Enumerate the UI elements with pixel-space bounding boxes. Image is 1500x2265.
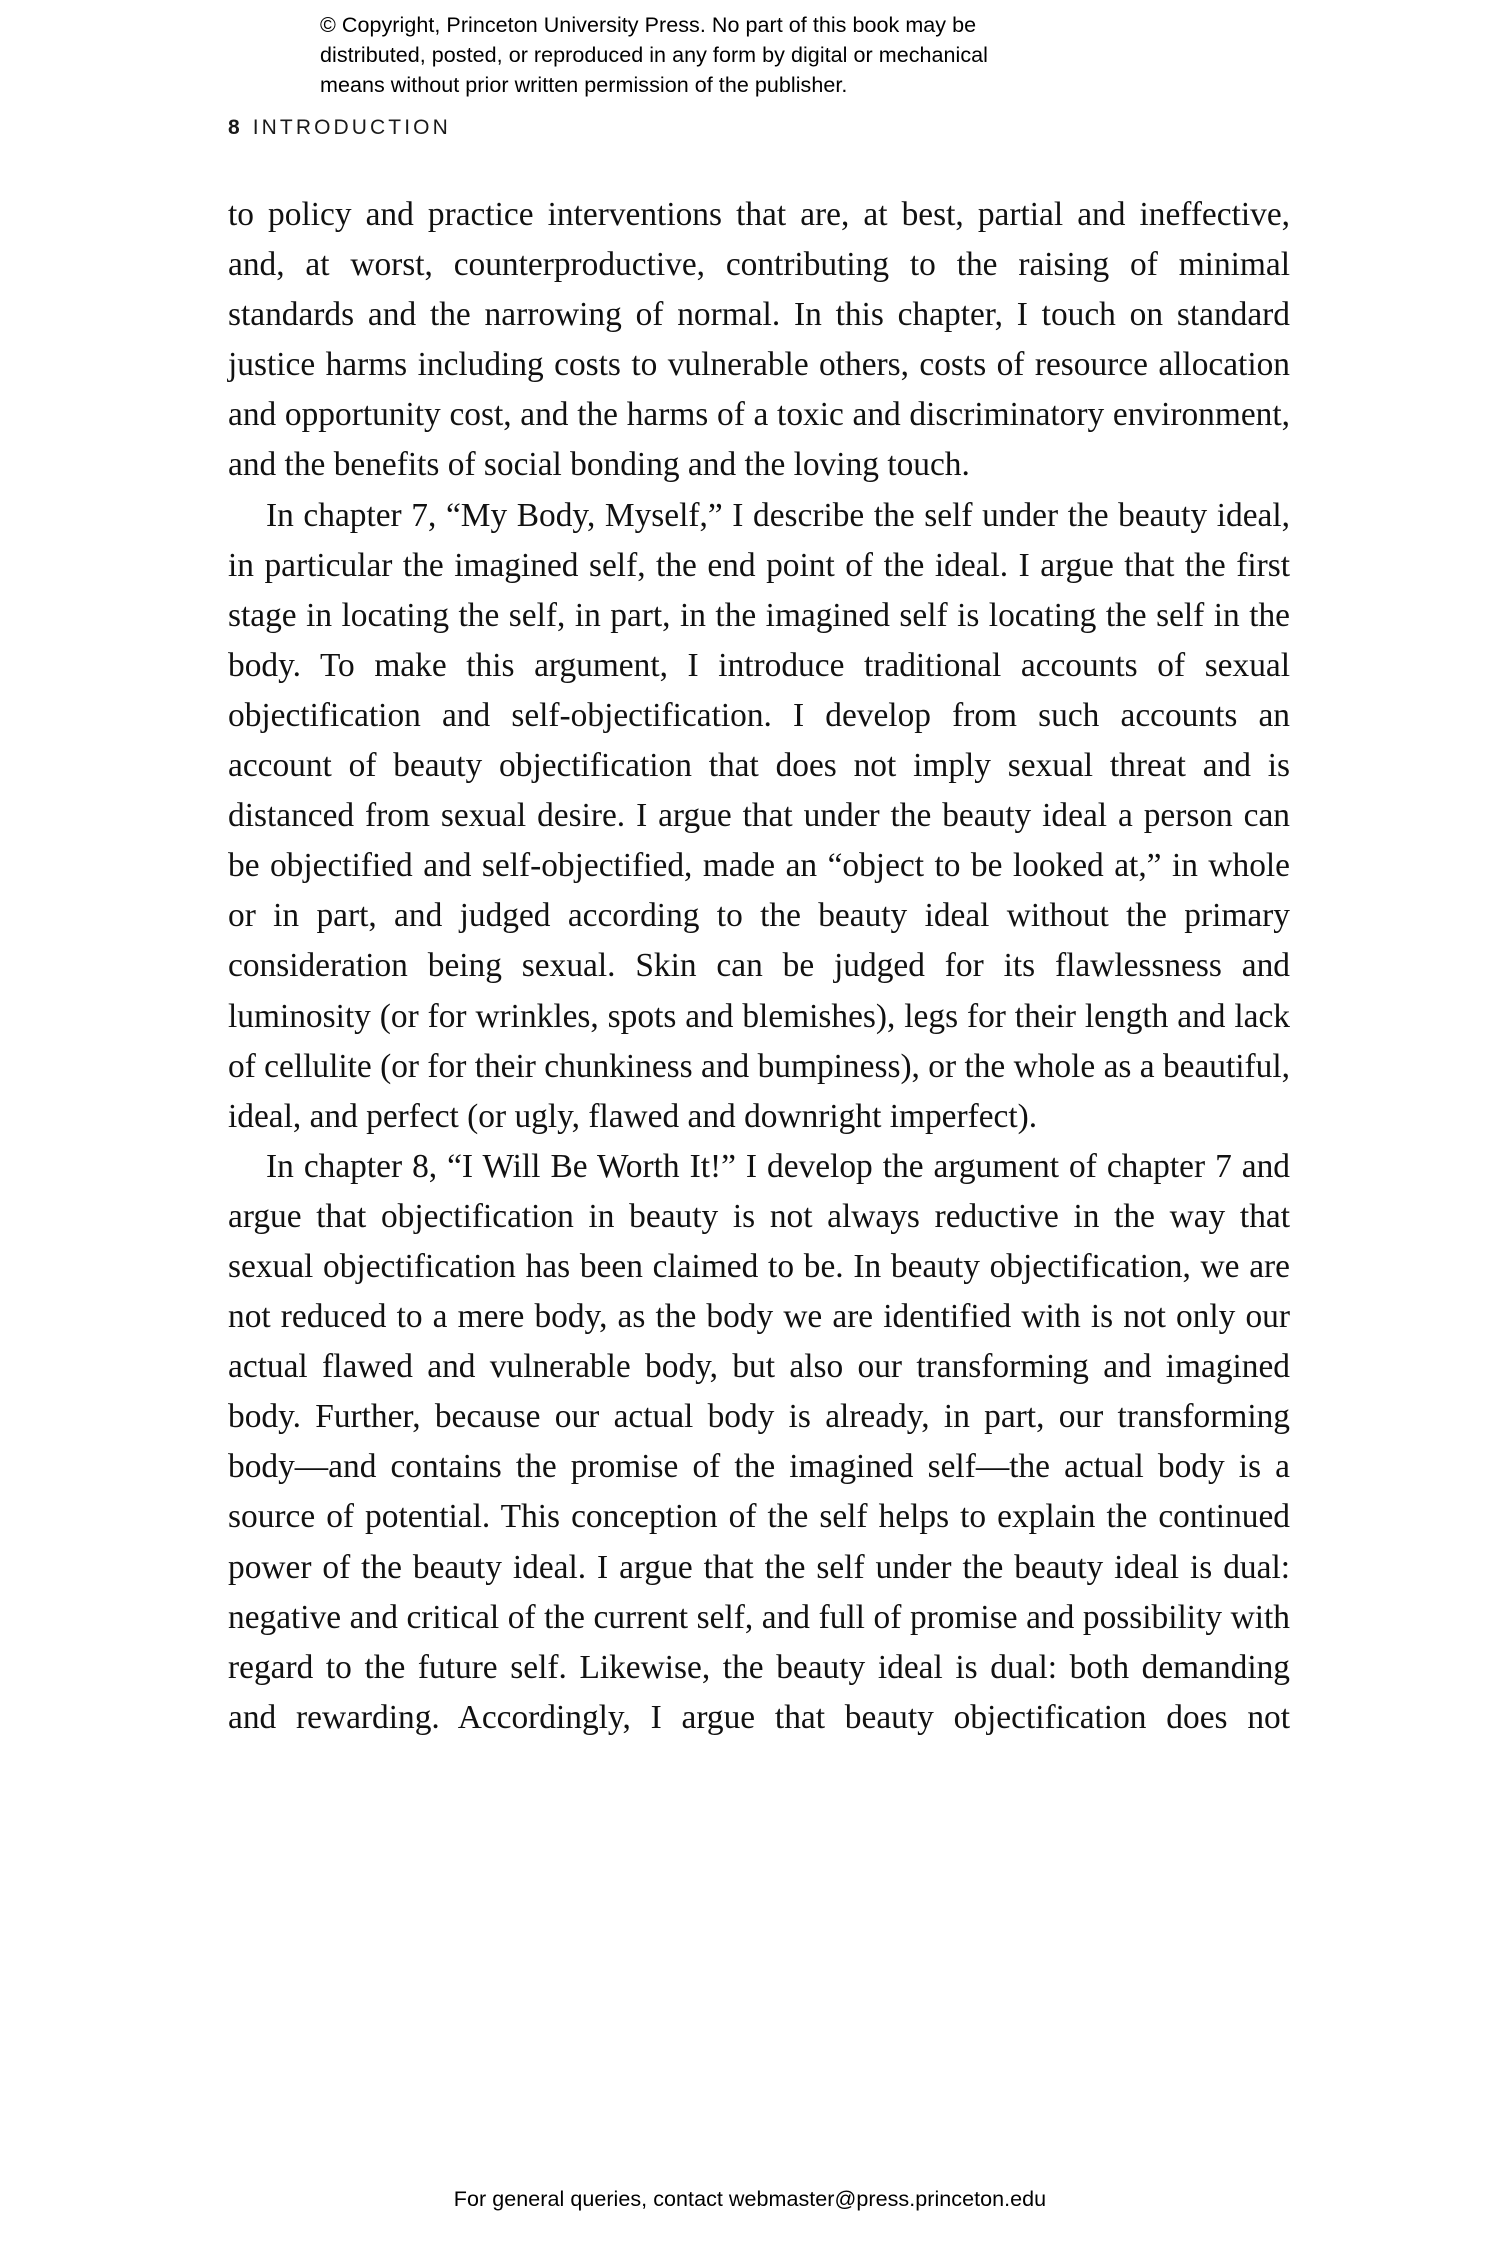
page-body-text: [228, 190, 1290, 1743]
copyright-notice-line-3: means without prior written permission of the publisher.: [320, 73, 848, 97]
body-paragraph: to policy and practice interventions that are, at best, partial and ineffective, and, at worst, counterproductive, contributing to the raising of minimal standards and the narrowing of normal. In this chapter, I touch on standard justice harms including costs to vulnerable others, costs of resource allocation and opportunity cost, and the harms of a toxic and discriminatory environment, and the benefits of social bonding and the loving touch.: [228, 196, 1290, 484]
body-paragraph: In chapter 7, “My Body, Myself,” I describe the self under the beauty ideal, in particular the imagined self, the end point of the ideal. I argue that the first stage in locating the self, in part, in the imagined self is locating the self in the body. To make this argument, I introduce traditional accounts of sexual objectification and self-objectification. I develop from such accounts an account of beauty objectification that does not imply sexual threat and is distanced from sexual desire. I argue that under the beauty ideal a person can be objectified and self-objectified, made an “object to be looked at,” in whole or in part, and judged according to the beauty ideal without the primary consideration being sexual. Skin can be judged for its flawlessness and luminosity (or for wrinkles, spots and blemishes), legs for their length and lack of cellulite (or for their chunkiness and bumpiness), or the whole as a beautiful, ideal, and perfect (or ugly, flawed and downright imperfect).: [228, 496, 1290, 1135]
copyright-notice-line-1: © Copyright, Princeton University Press. No part of this book may be: [320, 13, 977, 37]
copyright-notice: [320, 10, 1180, 100]
chapter-title: INTRODUCTION: [252, 116, 451, 139]
body-paragraph: In chapter 8, “I Will Be Worth It!” I develop the argument of chapter 7 and argue that objectification in beauty is not always reductive in the way that sexual objectification has been claimed to be. In beauty objectification, we are not reduced to a mere body, as the body we are identified with is not only our actual flawed and vulnerable body, but also our transforming and imagined body. Further, because our actual body is already, in part, our transforming body—and contains the promise of the imagined self—the actual body is a source of potential. This conception of the self helps to explain the continued power of the beauty ideal. I argue that the self under the beauty ideal is dual: negative and critical of the current self, and full of promise and possibility with regard to the future self. Likewise, the beauty ideal is dual: both demanding and rewarding. Accordingly, I argue that beauty objectification does not: [228, 1147, 1290, 1736]
running-head: [228, 116, 451, 140]
page-footer: For general queries, contact webmaster@press.princeton.edu: [453, 2187, 1047, 2211]
page-number: 8: [228, 116, 240, 139]
copyright-notice-line-2: distributed, posted, or reproduced in any form by digital or mechanical: [320, 43, 989, 67]
